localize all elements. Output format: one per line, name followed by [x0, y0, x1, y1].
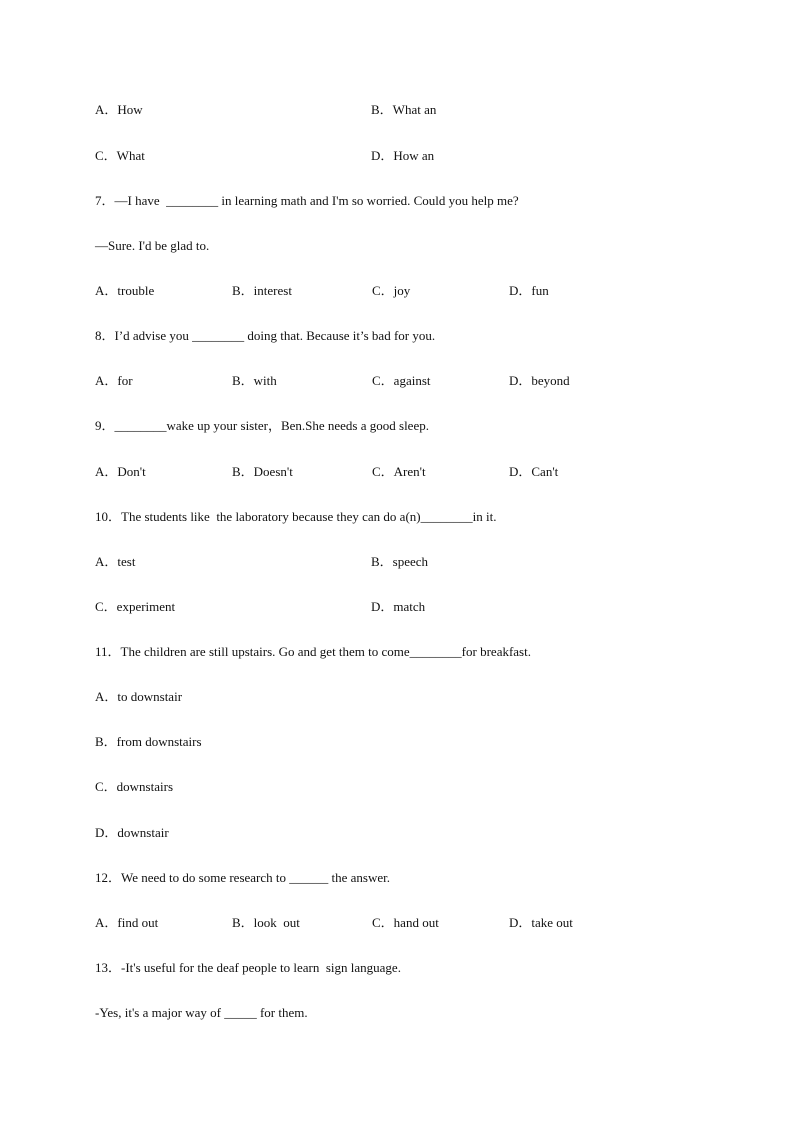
q11-option-d: D．downstair [95, 825, 169, 840]
q6-option-a: A．How [95, 102, 143, 117]
q10-option-d: D．match [371, 599, 426, 614]
q6-option-d: D．How an [371, 148, 435, 163]
q10-option-b: B．speech [371, 554, 429, 569]
q9-option-d: D．Can't [509, 464, 559, 479]
q7-stem: 7．—I have ________ in learning math and I'm so worried. Could you help me? [95, 193, 519, 208]
q9-option-b: B．Doesn't [232, 464, 293, 479]
q6-option-b: B．What an [371, 102, 437, 117]
q12-option-a: A．find out [95, 915, 159, 930]
q12-option-d: D．take out [509, 915, 573, 930]
q8-option-a: A．for [95, 373, 133, 388]
q10-option-c: C．experiment [95, 599, 176, 614]
q9-option-a: A．Don't [95, 464, 146, 479]
q10-stem: 10．The students like the laboratory because they can do a(n)________in it. [95, 509, 497, 524]
q9-option-c: C．Aren't [372, 464, 426, 479]
q8-option-b: B．with [232, 373, 277, 388]
q11-option-c: C．downstairs [95, 779, 174, 794]
q13-stem: 13．-It's useful for the deaf people to learn sign language. [95, 960, 401, 975]
q8-option-c: C．against [372, 373, 431, 388]
q12-option-c: C．hand out [372, 915, 439, 930]
q12-option-b: B．look out [232, 915, 300, 930]
q6-option-c: C．What [95, 148, 145, 163]
q11-stem: 11．The children are still upstairs. Go and get them to come________for breakfast. [95, 644, 531, 659]
q7-reply: —Sure. I'd be glad to. [95, 238, 210, 253]
q11-option-b: B．from downstairs [95, 734, 202, 749]
q7-option-b: B．interest [232, 283, 292, 298]
q9-stem: 9．________wake up your sister，Ben.She needs a good sleep. [95, 418, 429, 433]
q8-stem: 8．I’d advise you ________ doing that. Because it’s bad for you. [95, 328, 436, 343]
q8-option-d: D．beyond [509, 373, 570, 388]
q7-option-a: A．trouble [95, 283, 155, 298]
q12-stem: 12．We need to do some research to ______ the answer. [95, 870, 390, 885]
q7-option-d: D．fun [509, 283, 549, 298]
q10-option-a: A．test [95, 554, 136, 569]
q13-reply: -Yes, it's a major way of _____ for them. [95, 1005, 308, 1020]
q11-option-a: A．to downstair [95, 689, 183, 704]
q7-option-c: C．joy [372, 283, 411, 298]
